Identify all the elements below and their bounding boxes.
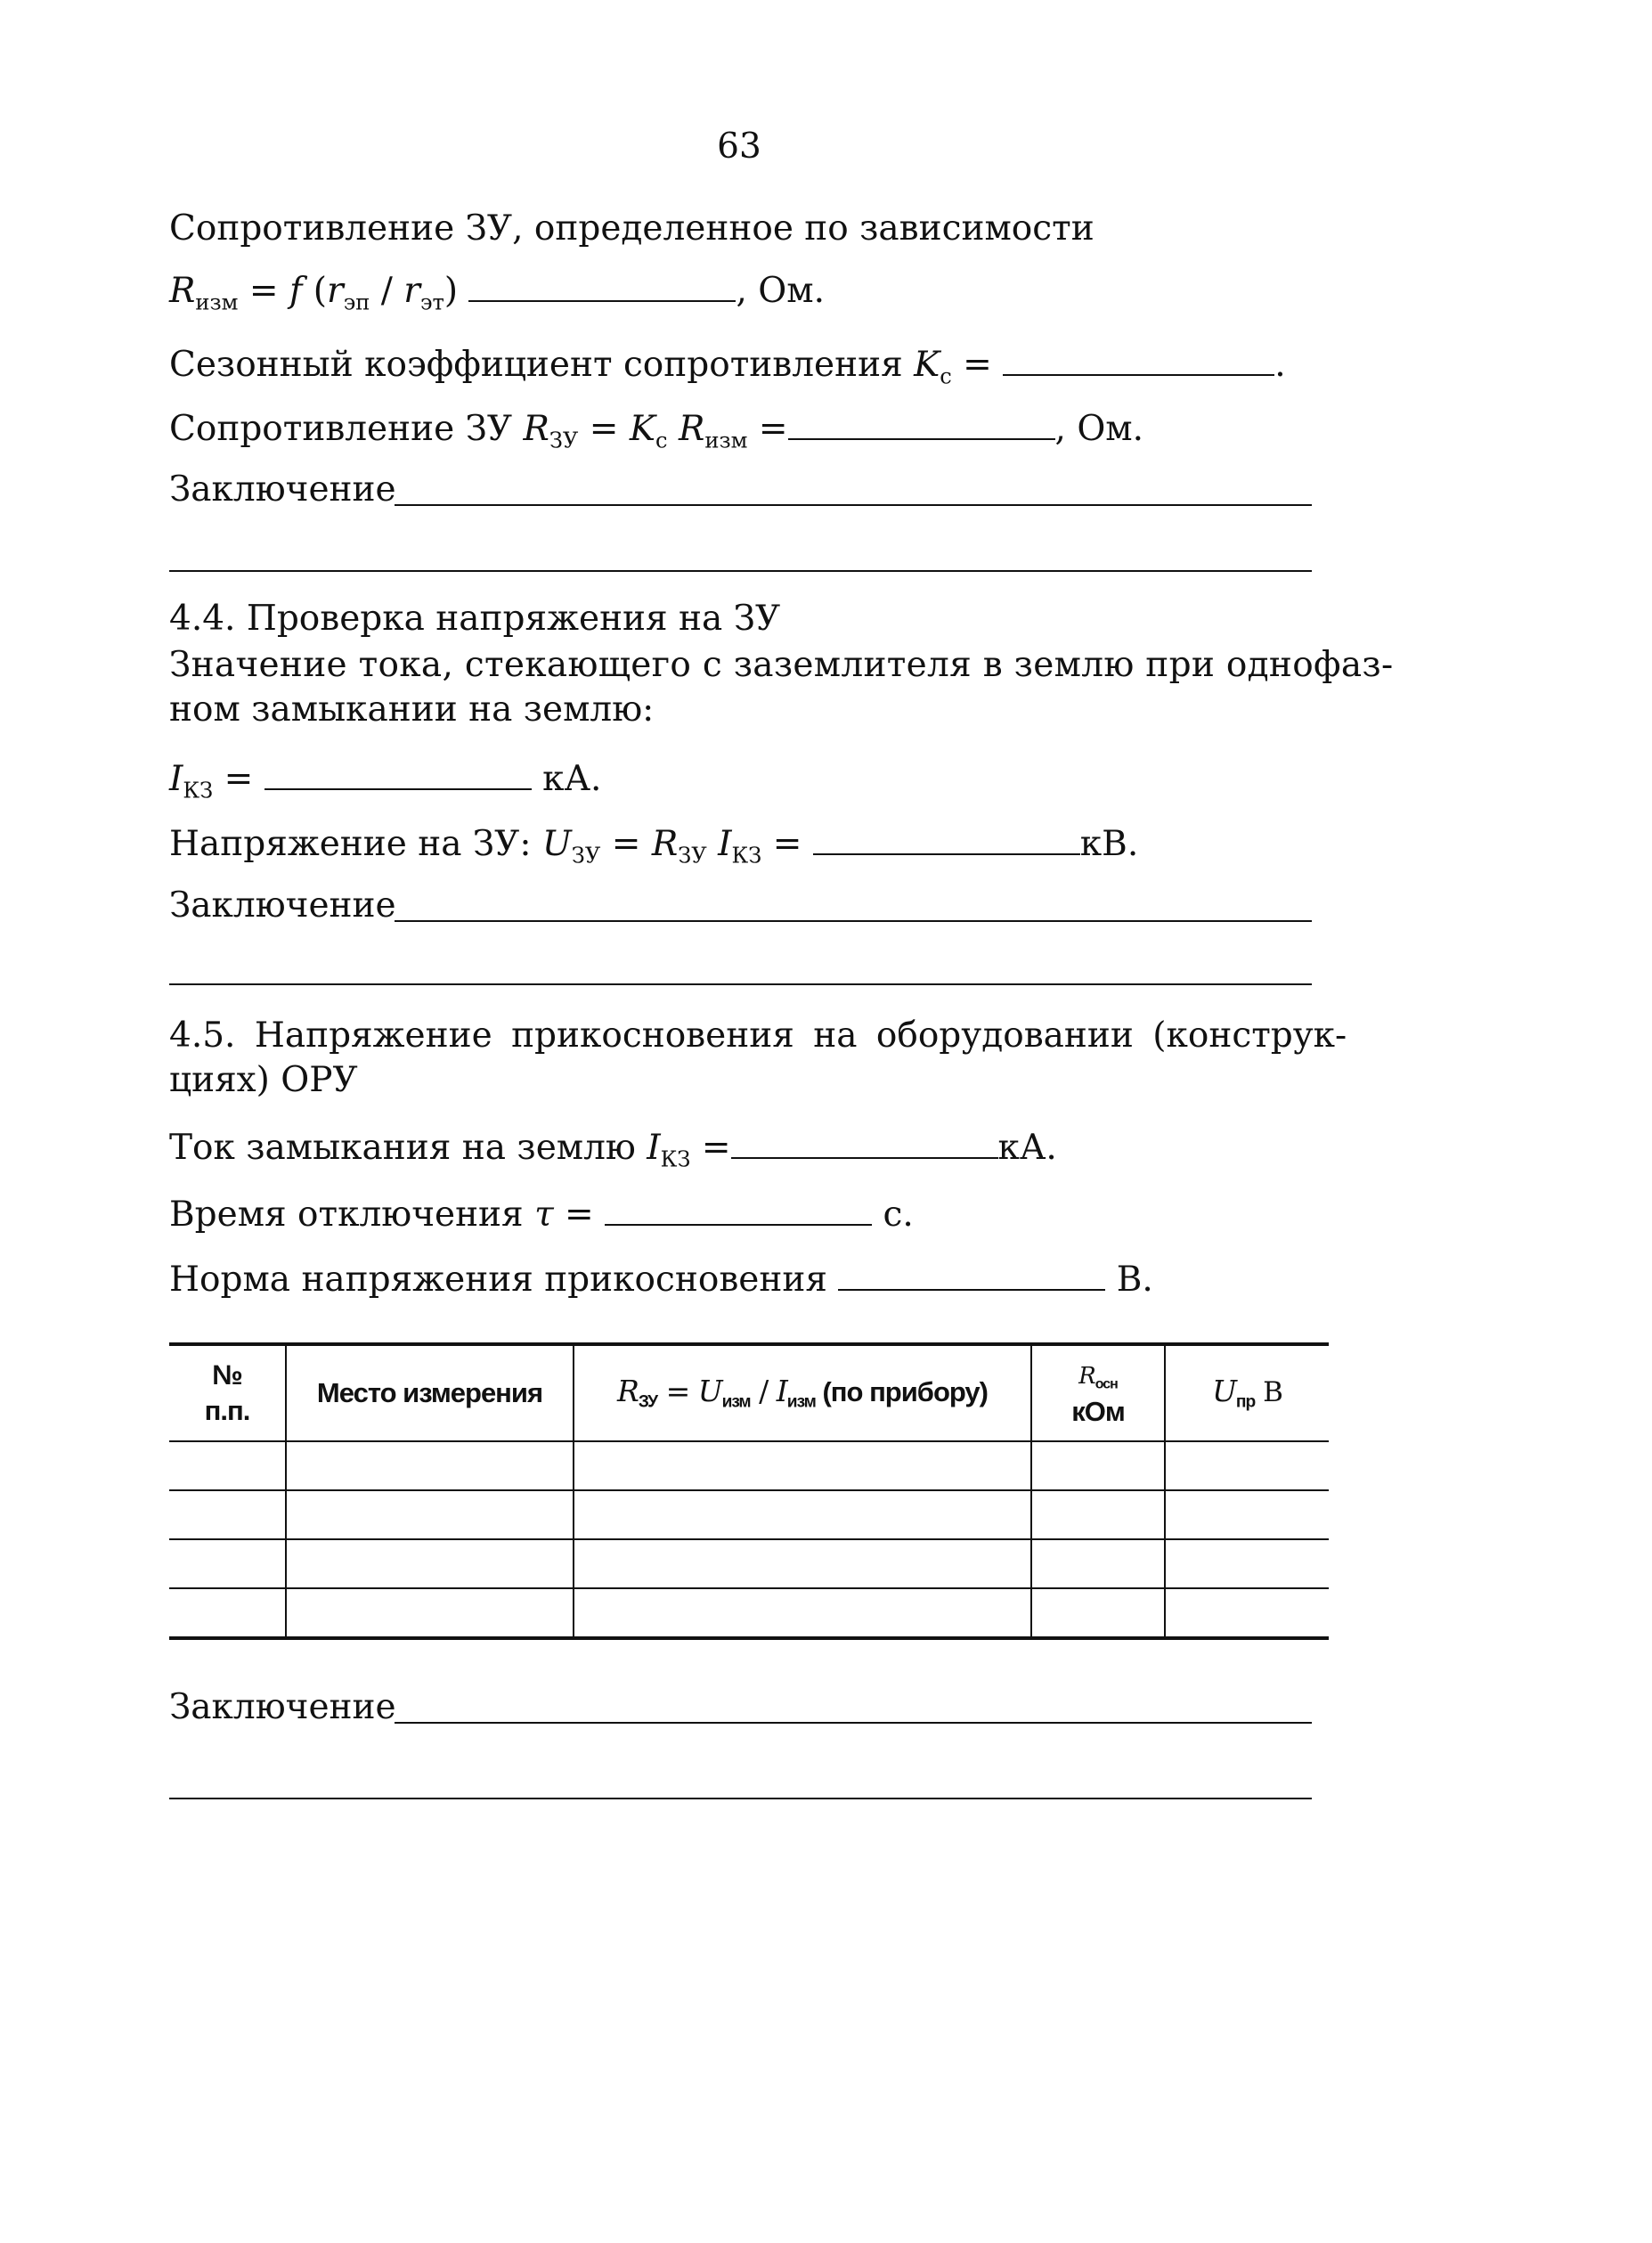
conclusion-label-2: Заключение bbox=[169, 885, 396, 926]
function-symbol: f bbox=[289, 271, 303, 312]
table-cell[interactable] bbox=[574, 1490, 1031, 1539]
kc-subscript: с bbox=[655, 428, 668, 453]
r-osn-symbol: R bbox=[1078, 1362, 1095, 1390]
volt-unit: В. bbox=[1105, 1260, 1153, 1301]
section-4-5-heading-line1: 4.5. Напряжение прикосновения на оборудовании (конструк- bbox=[169, 1015, 1347, 1056]
touch-voltage-norm-label: Норма напряжения прикосновения bbox=[169, 1260, 839, 1301]
r-et-subscript: эт bbox=[419, 290, 444, 315]
ikz-symbol: I bbox=[169, 759, 183, 800]
rzu-subscript: ЗУ bbox=[549, 428, 579, 453]
rzu-label: Сопротивление ЗУ bbox=[169, 409, 524, 450]
uzu-subscript: ЗУ bbox=[571, 843, 601, 869]
table-cell[interactable] bbox=[1031, 1588, 1165, 1638]
kv-unit: кВ. bbox=[1079, 824, 1139, 865]
ikz-subscript: КЗ bbox=[660, 1146, 691, 1172]
uzu-symbol: U bbox=[541, 824, 572, 865]
trip-time-line bbox=[169, 1193, 914, 1236]
ka-unit: кА. bbox=[531, 759, 602, 800]
kc-subscript: с bbox=[940, 363, 952, 389]
table-cell[interactable] bbox=[169, 1588, 286, 1638]
r-ep-subscript: эп bbox=[343, 290, 370, 315]
col-base-resistance-header bbox=[1031, 1344, 1165, 1441]
table-row bbox=[169, 1539, 1329, 1588]
touch-voltage-norm-line bbox=[169, 1258, 1153, 1301]
resistance-dependency-text: Сопротивление ЗУ, определенное по зависимости bbox=[169, 208, 1095, 249]
table-cell[interactable] bbox=[1165, 1539, 1329, 1588]
section-4-5-heading-line2: циях) ОРУ bbox=[169, 1060, 358, 1100]
table-cell[interactable] bbox=[169, 1490, 286, 1539]
u-pr-symbol: U bbox=[1212, 1373, 1236, 1408]
ohm-unit: , Ом. bbox=[1054, 409, 1144, 450]
table-cell[interactable] bbox=[1165, 1490, 1329, 1539]
conclusion-2-input-line[interactable] bbox=[395, 920, 1312, 922]
table-cell[interactable] bbox=[286, 1539, 574, 1588]
table-cell[interactable] bbox=[169, 1441, 286, 1490]
conclusion-1-input-line[interactable] bbox=[395, 504, 1312, 506]
col-location-header: Место измерения bbox=[286, 1344, 574, 1441]
table-cell[interactable] bbox=[574, 1441, 1031, 1490]
uzu-formula-line bbox=[169, 822, 1138, 867]
seasonal-coefficient-label: Сезонный коэффициент сопротивления bbox=[169, 345, 915, 386]
by-instrument-note: (по прибору) bbox=[815, 1375, 988, 1407]
u-izm-subscript: изм bbox=[721, 1392, 751, 1412]
table-cell[interactable] bbox=[574, 1588, 1031, 1638]
rzu-formula-line bbox=[169, 407, 1143, 452]
close-paren: ) bbox=[444, 271, 459, 312]
i-izm-symbol: I bbox=[776, 1373, 787, 1408]
r-izm-symbol: R bbox=[169, 271, 196, 312]
conclusion-3-second-line[interactable] bbox=[169, 1798, 1312, 1799]
r-izm-subscript: изм bbox=[704, 428, 748, 453]
equals-sign: = bbox=[951, 345, 1004, 386]
table-cell[interactable] bbox=[1031, 1490, 1165, 1539]
kc-symbol: K bbox=[629, 409, 656, 450]
table-cell[interactable] bbox=[286, 1441, 574, 1490]
conclusion-1-second-line[interactable] bbox=[169, 570, 1312, 572]
equals-sign: = bbox=[747, 409, 788, 450]
section-4-4-heading: 4.4. Проверка напряжения на ЗУ bbox=[169, 599, 781, 639]
volt-unit: В bbox=[1255, 1375, 1282, 1408]
slash: / bbox=[370, 271, 404, 312]
r-izm-formula-line bbox=[169, 269, 825, 314]
rzu-subscript: ЗУ bbox=[638, 1392, 658, 1412]
rzu-subscript: ЗУ bbox=[678, 843, 707, 869]
ikz-symbol: I bbox=[647, 1128, 661, 1169]
i-izm-subscript: изм bbox=[786, 1392, 816, 1412]
ikz-symbol: I bbox=[718, 824, 732, 865]
r-izm-subscript: изм bbox=[195, 290, 239, 315]
u-izm-symbol: U bbox=[697, 1373, 722, 1408]
r-izm-symbol: R bbox=[678, 409, 705, 450]
conclusion-label-3: Заключение bbox=[169, 1687, 396, 1727]
table-cell[interactable] bbox=[1031, 1539, 1165, 1588]
table-cell[interactable] bbox=[1165, 1588, 1329, 1638]
open-paren: ( bbox=[302, 271, 328, 312]
equals-sign: = bbox=[238, 271, 289, 312]
r-izm-blank-field[interactable] bbox=[468, 269, 736, 302]
ikz-subscript: КЗ bbox=[183, 778, 214, 803]
ohm-unit: , Ом. bbox=[736, 271, 825, 312]
r-et-symbol: r bbox=[403, 271, 420, 312]
ikz-subscript: КЗ bbox=[731, 843, 762, 869]
kohm-unit: кОм bbox=[1071, 1396, 1125, 1428]
equals-sign: = bbox=[578, 409, 630, 450]
u-pr-subscript: пр bbox=[1235, 1392, 1256, 1412]
table-cell[interactable] bbox=[574, 1539, 1031, 1588]
slash: / bbox=[750, 1373, 777, 1408]
touch-voltage-table bbox=[169, 1342, 1329, 1640]
ikz-blank-field[interactable] bbox=[264, 757, 532, 790]
table-row bbox=[169, 1441, 1329, 1490]
section-4-4-body-line2: ном замыкании на землю: bbox=[169, 689, 655, 730]
equals-sign: = bbox=[600, 824, 652, 865]
conclusion-label-1: Заключение bbox=[169, 469, 396, 510]
fault-current-label: Ток замыкания на землю bbox=[169, 1128, 647, 1169]
kc-blank-field[interactable] bbox=[1003, 343, 1274, 376]
equals-sign: = bbox=[553, 1195, 606, 1236]
r-ep-symbol: r bbox=[327, 271, 344, 312]
col-resistance-header bbox=[574, 1344, 1031, 1441]
table-cell[interactable] bbox=[1165, 1441, 1329, 1490]
trip-time-label: Время отключения bbox=[169, 1195, 535, 1236]
conclusion-3-input-line[interactable] bbox=[395, 1722, 1312, 1724]
equals-sign: = bbox=[690, 1128, 731, 1169]
rzu-blank-field[interactable] bbox=[788, 407, 1055, 440]
seconds-unit: с. bbox=[872, 1195, 914, 1236]
fault-current-blank-field[interactable] bbox=[731, 1126, 998, 1159]
uzu-label: Напряжение на ЗУ: bbox=[169, 824, 542, 865]
table-cell[interactable] bbox=[169, 1539, 286, 1588]
table-cell[interactable] bbox=[286, 1490, 574, 1539]
touch-voltage-norm-blank-field[interactable] bbox=[838, 1258, 1105, 1291]
equals-sign: = bbox=[761, 824, 813, 865]
fault-current-line bbox=[169, 1126, 1057, 1170]
col-number-header bbox=[169, 1344, 286, 1441]
rzu-symbol: R bbox=[651, 824, 679, 865]
table-row bbox=[169, 1588, 1329, 1638]
page-number: 63 bbox=[717, 126, 761, 167]
table-cell[interactable] bbox=[1031, 1441, 1165, 1490]
table-row bbox=[169, 1490, 1329, 1539]
col-touch-voltage-header bbox=[1165, 1344, 1329, 1441]
uzu-blank-field[interactable] bbox=[813, 822, 1080, 855]
period: . bbox=[1274, 345, 1286, 386]
section-4-4-body-line1: Значение тока, стекающего с заземлителя в землю при однофаз- bbox=[169, 645, 1394, 685]
ikz-formula-line bbox=[169, 757, 601, 802]
table-header-row bbox=[169, 1344, 1329, 1441]
number-sign: № bbox=[212, 1358, 242, 1391]
table-cell[interactable] bbox=[286, 1588, 574, 1638]
equals-sign: = bbox=[213, 759, 264, 800]
tau-symbol: τ bbox=[534, 1195, 554, 1236]
item-number-label: п.п. bbox=[204, 1395, 250, 1426]
r-osn-subscript: осн bbox=[1095, 1376, 1118, 1392]
rzu-symbol: R bbox=[523, 409, 549, 450]
ka-unit: кА. bbox=[997, 1128, 1057, 1169]
rzu-symbol: R bbox=[617, 1373, 639, 1408]
kc-symbol: K bbox=[914, 345, 940, 386]
trip-time-blank-field[interactable] bbox=[605, 1193, 872, 1226]
equals-sign: = bbox=[657, 1373, 698, 1408]
conclusion-2-second-line[interactable] bbox=[169, 983, 1312, 985]
seasonal-coefficient-line bbox=[169, 343, 1286, 387]
